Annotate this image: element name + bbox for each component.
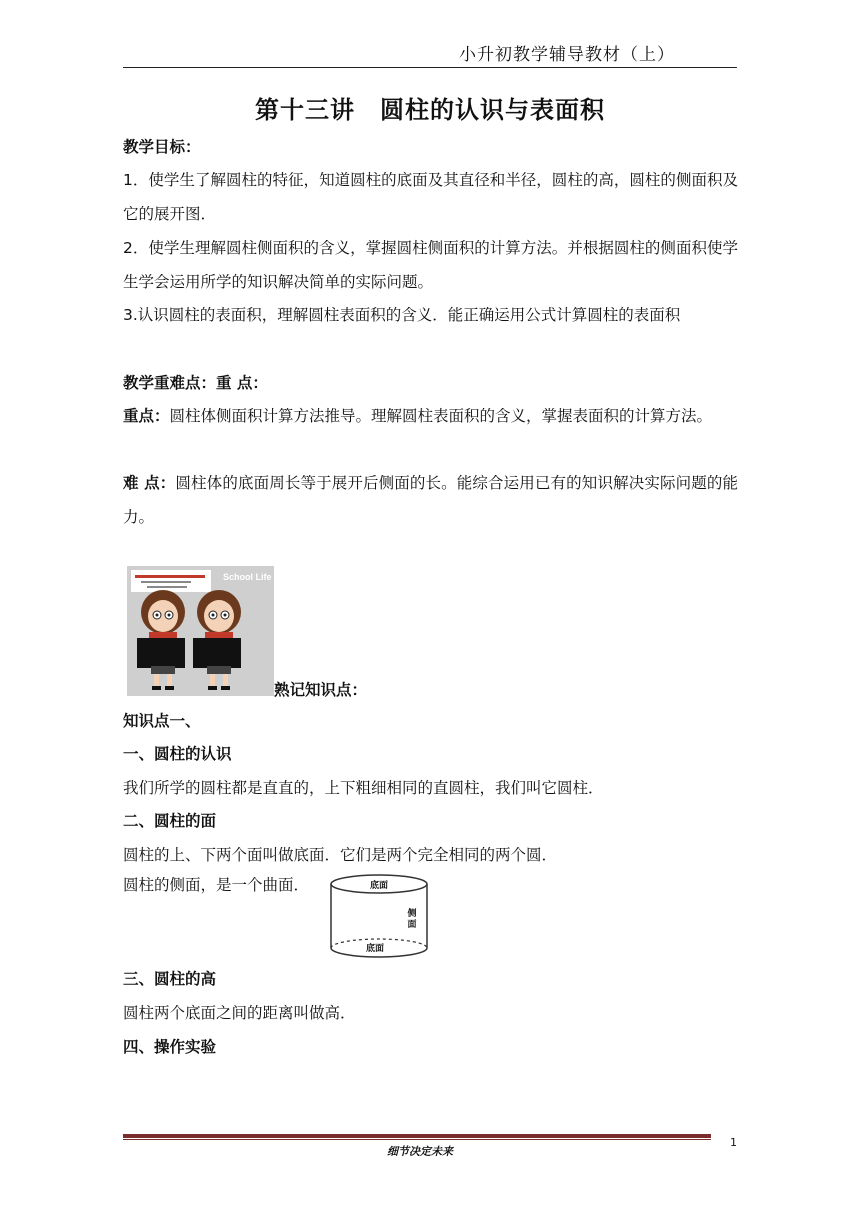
page-header (123, 38, 737, 68)
important-label: 重点： (123, 407, 170, 425)
cylinder-diagram (327, 872, 431, 962)
section-1-text: 我们所学的圆柱都是直直的，上下粗细相同的直圆柱，我们叫它圆柱． (123, 779, 604, 797)
important-text: 圆柱体侧面积计算方法推导。理解圆柱表面积的含义，掌握表面积的计算方法。 (169, 407, 713, 425)
difficult-label: 难 点： (123, 474, 176, 492)
banner-text: School Life (223, 572, 272, 582)
footer-rule-thick (123, 1134, 711, 1138)
section-1-heading: 一、圆柱的认识 (123, 745, 232, 763)
cylinder-top-label: 底面 (369, 881, 389, 891)
section-2-text-1: 圆柱的上、下两个面叫做底面．它们是两个完全相同的两个圆． (123, 846, 558, 864)
section-2-heading: 二、圆柱的面 (123, 812, 217, 830)
section-3-text: 圆柱两个底面之间的距离叫做高． (123, 1004, 356, 1022)
section-4-heading: 四、操作实验 (123, 1038, 217, 1056)
key-points-heading: 教学重难点：重 点： (123, 374, 268, 392)
knowledge-point-1: 知识点一、 (123, 712, 201, 730)
objective-item-1: 1．使学生了解圆柱的特征，知道圆柱的底面及其直径和半径，圆柱的高，圆柱的侧面积及它的展开图． (123, 171, 738, 223)
memorize-label: 熟记知识点： (274, 681, 368, 699)
page-title: 第十三讲 圆柱的认识与表面积 (255, 96, 605, 124)
important-point (123, 399, 738, 433)
cylinder-side-label-2: 面 (407, 920, 417, 930)
school-life-illustration (127, 566, 274, 696)
section-3-heading: 三、圆柱的高 (123, 970, 217, 988)
section-2-text-2: 圆柱的侧面，是一个曲面． (123, 876, 310, 894)
footer-rule-thin (123, 1139, 711, 1140)
page-number: 1 (730, 1136, 737, 1149)
illustration-graphic (127, 566, 274, 696)
cylinder-bottom-label: 底面 (365, 944, 385, 954)
cylinder-side-label-1: 侧 (407, 909, 417, 919)
footer-motto: 细节决定未来 (387, 1145, 453, 1158)
objective-item-3: 3.认识圆柱的表面积，理解圆柱表面积的含义．能正确运用公式计算圆柱的表面积 (123, 306, 681, 324)
header-text: 小升初教学辅导教材（上） (459, 45, 675, 65)
difficult-text: 圆柱体的底面周长等于展开后侧面的长。能综合运用已有的知识解决实际问题的能力。 (123, 474, 738, 526)
objectives-heading: 教学目标： (123, 138, 201, 156)
difficult-point (123, 466, 738, 534)
objective-item-2: 2．使学生理解圆柱侧面积的含义，掌握圆柱侧面积的计算方法。并根据圆柱的侧面积使学生学会运用所学的知识解决简单的实际问题。 (123, 239, 738, 291)
